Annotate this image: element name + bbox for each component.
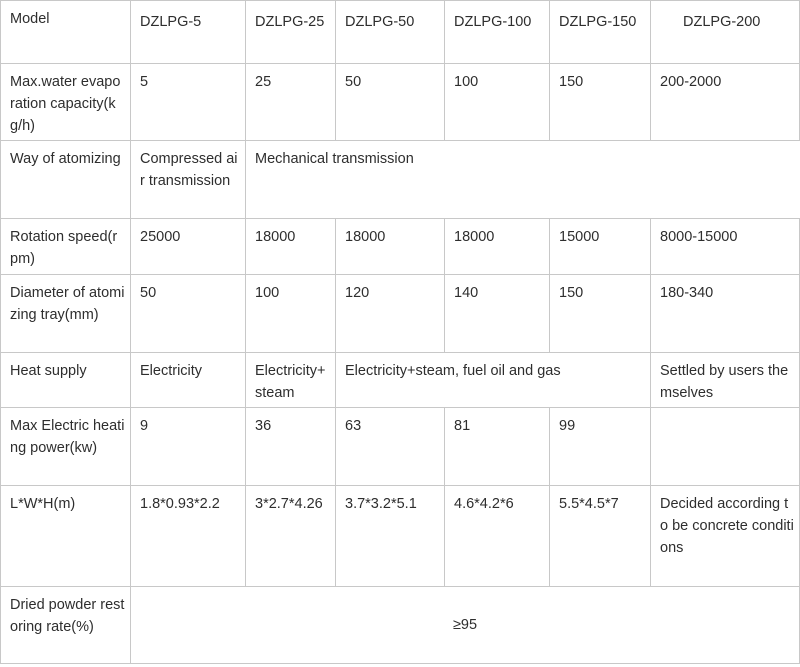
evaporation-cell: 200-2000 (651, 64, 800, 141)
heating-power-cell (651, 408, 800, 486)
rotation-cell: 18000 (445, 219, 550, 275)
row-model (1, 1, 800, 64)
dimensions-cell: 3*2.7*4.26 (246, 486, 336, 587)
atomizing-way-compressed: Compressed air transmission (131, 141, 246, 219)
heat-supply-electricity: Electricity (131, 353, 246, 408)
model-dzlpg-50: DZLPG-50 (336, 1, 445, 64)
evaporation-label: Max.water evaporation capacity(kg/h) (1, 64, 131, 141)
model-dzlpg-5: DZLPG-5 (131, 1, 246, 64)
rotation-cell: 18000 (246, 219, 336, 275)
heating-power-cell: 36 (246, 408, 336, 486)
tray-diameter-cell: 140 (445, 275, 550, 353)
dimensions-cell: Decided according to be concrete conditions (651, 486, 800, 587)
rotation-label: Rotation speed(rpm) (1, 219, 131, 275)
heating-power-label: Max Electric heating power(kw) (1, 408, 131, 486)
rotation-cell: 25000 (131, 219, 246, 275)
rotation-cell: 15000 (550, 219, 651, 275)
tray-diameter-cell: 50 (131, 275, 246, 353)
heat-supply-label: Heat supply (1, 353, 131, 408)
evaporation-cell: 25 (246, 64, 336, 141)
heating-power-cell: 63 (336, 408, 445, 486)
dimensions-cell: 4.6*4.2*6 (445, 486, 550, 587)
atomizing-way-mechanical: Mechanical transmission (246, 141, 800, 219)
heating-power-cell: 99 (550, 408, 651, 486)
heating-power-cell: 9 (131, 408, 246, 486)
atomizing-way-label: Way of atomizing (1, 141, 131, 219)
row-dimensions (1, 486, 800, 587)
row-evaporation (1, 64, 800, 141)
evaporation-cell: 5 (131, 64, 246, 141)
evaporation-cell: 100 (445, 64, 550, 141)
model-label: Model (1, 1, 131, 64)
heating-power-cell: 81 (445, 408, 550, 486)
tray-diameter-cell: 100 (246, 275, 336, 353)
model-dzlpg-150: DZLPG-150 (550, 1, 651, 64)
row-rotation (1, 219, 800, 275)
row-restoring-rate (1, 587, 800, 664)
row-atomizing-way (1, 141, 800, 219)
heat-supply-users: Settled by users themselves (651, 353, 800, 408)
heat-supply-electricity-steam: Electricity+steam (246, 353, 336, 408)
evaporation-cell: 50 (336, 64, 445, 141)
restoring-rate-value: ≥95 (131, 587, 800, 664)
dimensions-cell: 5.5*4.5*7 (550, 486, 651, 587)
dimensions-cell: 1.8*0.93*2.2 (131, 486, 246, 587)
row-heating-power (1, 408, 800, 486)
evaporation-cell: 150 (550, 64, 651, 141)
dimensions-cell: 3.7*3.2*5.1 (336, 486, 445, 587)
restoring-rate-label: Dried powder restoring rate(%) (1, 587, 131, 664)
heat-supply-mixed: Electricity+steam, fuel oil and gas (336, 353, 651, 408)
model-dzlpg-100: DZLPG-100 (445, 1, 550, 64)
tray-diameter-cell: 150 (550, 275, 651, 353)
dimensions-label: L*W*H(m) (1, 486, 131, 587)
rotation-cell: 18000 (336, 219, 445, 275)
tray-diameter-cell: 120 (336, 275, 445, 353)
model-dzlpg-200: DZLPG-200 (651, 1, 800, 64)
row-heat-supply (1, 353, 800, 408)
rotation-cell: 8000-15000 (651, 219, 800, 275)
tray-diameter-label: Diameter of atomizing tray(mm) (1, 275, 131, 353)
tray-diameter-cell: 180-340 (651, 275, 800, 353)
row-tray-diameter (1, 275, 800, 353)
model-dzlpg-25: DZLPG-25 (246, 1, 336, 64)
